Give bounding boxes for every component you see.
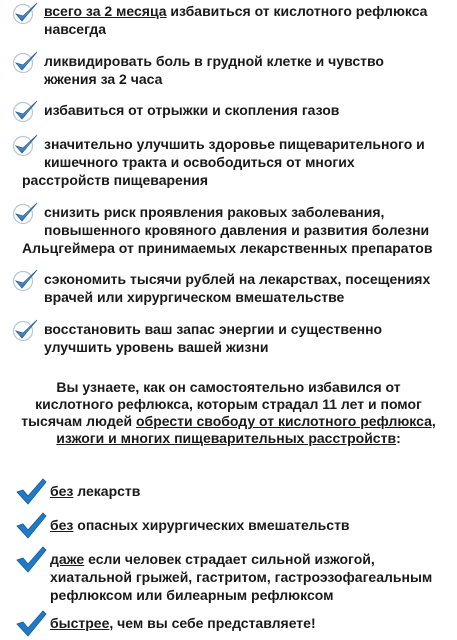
benefit-text: врачей или хирургическом вмешательстве	[44, 289, 345, 305]
feature-text: , чем вы себе представляете!	[109, 615, 316, 631]
benefit-text: жжения за 2 часа	[44, 71, 163, 87]
benefit-text: расстройств пищеварения	[22, 172, 209, 188]
benefit-text: повышенного кровяного давления и развития болезни	[44, 222, 430, 238]
checkmark-icon	[12, 133, 40, 157]
summary-line: Вы узнаете, как он самостоятельно избавился от	[56, 379, 401, 395]
checkmark-icon	[12, 318, 40, 342]
benefit-text: Альцгеймера от принимаемых лекарственных препаратов	[22, 240, 433, 256]
checkmark-icon	[15, 610, 47, 638]
checkmark-icon	[12, 99, 40, 123]
benefit-text: значительно улучшить здоровье пищеварительного и	[44, 136, 425, 152]
benefit-text: улучшить уровень вашей жизни	[44, 339, 269, 355]
benefit-text: навсегда	[44, 21, 107, 37]
benefit-text: восстановить ваш запас энергии и существенно	[44, 321, 383, 337]
checkmark-icon	[12, 201, 40, 225]
benefit-text: сэкономить тысячи рублей на лекарствах, посещениях	[44, 271, 431, 287]
checkmark-icon	[12, 1, 40, 25]
checkmark-icon	[15, 478, 47, 506]
checkmark-icon	[15, 512, 47, 540]
feature-key: быстрее	[50, 615, 110, 631]
summary-link[interactable]: изжоги и многих пищеварительных расстройств	[56, 430, 397, 446]
feature-text: хиатальной грыжей, гастритом, гастроэзофагеальным	[50, 569, 433, 585]
summary-line: кислотного рефлюкса, которым страдал 11 лет и помог	[35, 396, 422, 412]
summary-line: тысячам людей обрести свободу от кислотного рефлюкса,	[21, 413, 436, 429]
benefit-text: избавиться от отрыжки и скопления газов	[44, 102, 340, 118]
checkmark-icon	[12, 268, 40, 292]
feature-text: лекарств	[73, 483, 141, 499]
checkmark-icon	[12, 50, 40, 74]
benefit-text: кишечного тракта и освободиться от многих	[44, 154, 355, 170]
benefit-text: ликвидировать боль в грудной клетке и чувство	[44, 53, 384, 69]
feature-key: без	[50, 483, 74, 499]
feature-text: опасных хирургических вмешательств	[73, 517, 350, 533]
feature-text: рефлюксом или билеарным рефлюксом	[50, 587, 334, 603]
benefit-text: избавиться от кислотного рефлюкса	[170, 3, 428, 19]
summary-line: изжоги и многих пищеварительных расстройств:	[56, 430, 401, 446]
checkmark-icon	[15, 546, 47, 574]
benefit-highlight: всего за 2 месяца	[44, 3, 167, 19]
feature-key: даже	[50, 551, 85, 567]
benefit-text: снизить риск проявления раковых заболевания,	[44, 204, 385, 220]
feature-key: без	[50, 517, 74, 533]
summary-link[interactable]: обрести свободу от кислотного рефлюкса,	[136, 413, 436, 429]
feature-text: если человек страдает сильной изжогой,	[84, 551, 375, 567]
